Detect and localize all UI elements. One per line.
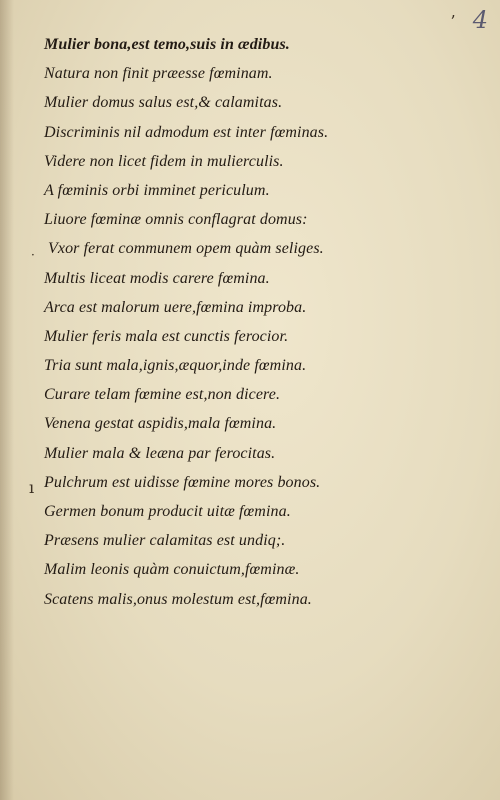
verse-line: Mulier bona,est temo,suis in ædibus. <box>44 36 290 53</box>
verse-line: Præsens mulier calamitas est undiq;. <box>44 532 286 550</box>
ink-mark: · <box>31 248 35 262</box>
ink-mark: ʼ <box>450 12 456 31</box>
verse-line: Mulier feris mala est cunctis ferocior. <box>44 327 289 345</box>
verse-line: Scatens malis,onus molestum est,fœmina. <box>44 590 312 608</box>
ink-mark: ı <box>29 478 35 497</box>
page-number: 4 <box>472 6 488 34</box>
verse-line: Arca est malorum uere,fœmina improba. <box>44 298 307 316</box>
verse-list <box>44 30 464 614</box>
verse-line: Germen bonum producit uitæ fœmina. <box>44 503 291 520</box>
verse-line: Tria sunt mala,ignis,æquor,inde fœmina. <box>44 357 307 375</box>
verse-line: Pulchrum est uidisse fœmine mores bonos. <box>44 473 321 491</box>
verse-line: Curare telam fœmine est,non dicere. <box>44 386 281 404</box>
verse-line: Venena gestat aspidis,mala fœmina. <box>44 415 277 433</box>
verse-line: Liuore fœminæ omnis conflagrat domus: <box>44 211 308 229</box>
verse-line: Videre non licet fidem in mulierculis. <box>44 152 284 170</box>
verse-line: Discriminis nil admodum est inter fœminas. <box>44 123 329 141</box>
verse-line: Mulier mala & leæna par ferocitas. <box>44 444 276 462</box>
verse-line: Natura non finit præesse fœminam. <box>44 65 273 83</box>
verse-line: Mulier domus salus est,& calamitas. <box>44 94 283 112</box>
verse-line: A fœminis orbi imminet periculum. <box>44 181 270 199</box>
verse-line: Malim leonis quàm conuictum,fœminæ. <box>44 561 300 579</box>
verse-line: Multis liceat modis carere fœmina. <box>44 269 270 287</box>
verse-line: Vxor ferat communem opem quàm seliges. <box>48 240 324 258</box>
